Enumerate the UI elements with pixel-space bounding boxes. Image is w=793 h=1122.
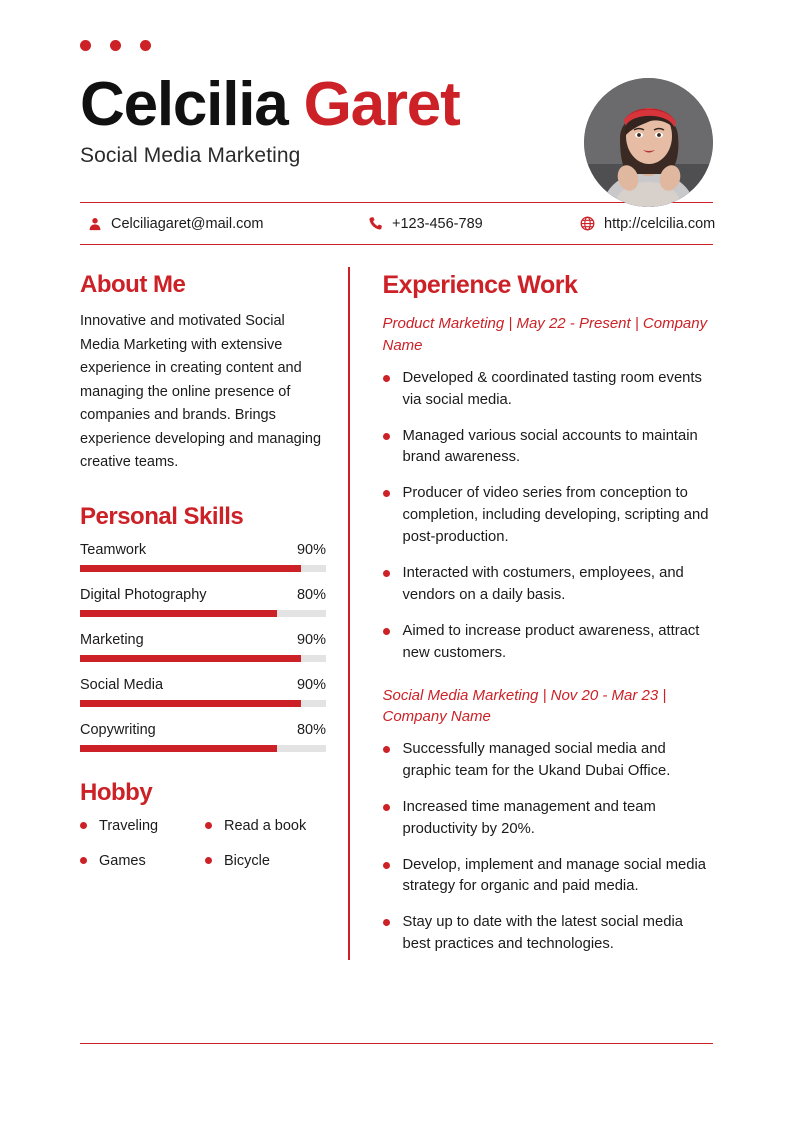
globe-icon	[580, 216, 595, 231]
contact-email-text: Celciliagaret@mail.com	[111, 215, 264, 232]
bullet-icon	[383, 375, 390, 382]
list-item	[383, 483, 714, 549]
dot-icon	[80, 40, 91, 51]
skill-bar-fill	[80, 610, 277, 617]
bullet-icon	[383, 804, 390, 811]
skill-item	[80, 632, 326, 662]
bullet-text: Developed & coordinated tasting room events via social media.	[402, 369, 702, 408]
skill-label: Digital Photography	[80, 586, 207, 603]
bullet-text: Stay up to date with the latest social media best practices and technologies.	[402, 914, 683, 953]
contact-email[interactable]	[80, 216, 352, 232]
bullet-icon	[383, 628, 390, 635]
about-text: Innovative and motivated Social Media Marketing with extensive experience in creating content and managing the online presence of companies and brands. Brings experience developing and managing creative teams.	[80, 313, 322, 471]
skill-bar-fill	[80, 745, 277, 752]
bullet-text: Successfully managed social media and graphic team for the Ukand Dubai Office.	[402, 741, 671, 779]
contact-bar	[80, 202, 716, 245]
list-item	[205, 818, 326, 834]
left-column	[80, 245, 348, 970]
skill-value: 80%	[296, 721, 326, 738]
bullet-text: Interacted with costumers, employees, and vendors on a daily basis.	[402, 564, 684, 603]
skill-value: 80%	[296, 586, 326, 603]
job-role: Social Media Marketing	[80, 144, 301, 168]
experience-bullets	[383, 368, 714, 665]
skill-label: Teamwork	[80, 541, 147, 558]
body-columns	[80, 245, 713, 970]
experience-entry	[383, 313, 714, 664]
list-item	[80, 853, 205, 869]
bullet-icon	[383, 433, 390, 440]
avatar-photo	[584, 78, 713, 207]
contact-website-text: http://celcilia.com	[604, 215, 716, 232]
bullet-text: Increased time management and team productivity by 20%.	[402, 798, 656, 837]
hobby-label: Read a book	[224, 817, 307, 834]
list-item	[383, 368, 714, 412]
skill-bar	[80, 565, 326, 572]
bullet-icon	[205, 822, 212, 829]
list-item	[80, 818, 205, 834]
list-item	[383, 797, 714, 841]
skill-bar	[80, 700, 326, 707]
avatar	[584, 78, 713, 207]
bullet-text: Aimed to increase product awareness, attract new customers.	[402, 622, 700, 661]
bullet-text: Producer of video series from conception to completion, including developing, scripting and post-production.	[402, 485, 709, 546]
contact-website[interactable]	[564, 216, 731, 232]
skill-label: Marketing	[80, 631, 144, 648]
skill-item	[80, 677, 326, 707]
bullet-icon	[80, 857, 87, 864]
skill-label: Copywriting	[80, 721, 156, 738]
hobby-label: Traveling	[99, 817, 159, 834]
list-item	[383, 739, 714, 783]
experience-entry	[383, 685, 714, 957]
right-column	[350, 245, 714, 970]
bullet-text: Develop, implement and manage social media strategy for organic and paid media.	[402, 856, 707, 895]
skill-value: 90%	[296, 676, 326, 693]
skills-title: Personal Skills	[80, 502, 244, 530]
footer-divider	[80, 1043, 713, 1045]
list-item	[383, 621, 714, 665]
skills-list	[80, 542, 326, 752]
list-item	[383, 563, 714, 607]
hobby-label: Bicycle	[224, 852, 270, 869]
contact-phone-text: +123-456-789	[392, 215, 483, 232]
skill-item	[80, 722, 326, 752]
bullet-icon	[383, 570, 390, 577]
bullet-icon	[383, 919, 390, 926]
about-title: About Me	[80, 271, 186, 299]
contact-phone[interactable]	[352, 216, 564, 232]
skill-bar-fill	[80, 700, 301, 707]
hobby-title: Hobby	[80, 778, 153, 806]
skill-bar	[80, 745, 326, 752]
person-icon	[88, 217, 102, 231]
list-item	[383, 912, 714, 956]
last-name: Garet	[303, 70, 460, 139]
header	[0, 0, 793, 168]
bullet-icon	[383, 862, 390, 869]
skill-bar-fill	[80, 565, 301, 572]
decorative-dots	[80, 40, 713, 51]
bullet-text: Managed various social accounts to maintain brand awareness.	[402, 427, 698, 466]
experience-bullets	[383, 739, 714, 956]
skill-bar	[80, 655, 326, 662]
dot-icon	[140, 40, 151, 51]
hobby-label: Games	[99, 852, 146, 869]
skill-label: Social Media	[80, 676, 164, 693]
experience-title: Experience Work	[382, 271, 578, 300]
bullet-icon	[383, 490, 390, 497]
list-item	[383, 855, 714, 899]
dot-icon	[110, 40, 121, 51]
skill-bar	[80, 610, 326, 617]
list-item	[383, 426, 714, 470]
experience-heading: Product Marketing | May 22 - Present | Company Name	[382, 315, 708, 354]
skill-item	[80, 542, 326, 572]
first-name: Celcilia	[80, 70, 288, 139]
bullet-icon	[205, 857, 212, 864]
skill-value: 90%	[296, 631, 326, 648]
experience-heading: Social Media Marketing | Nov 20 - Mar 23 | Company Name	[382, 686, 667, 726]
skill-bar-fill	[80, 655, 301, 662]
phone-icon	[368, 216, 383, 231]
list-item	[205, 853, 326, 869]
bullet-icon	[80, 822, 87, 829]
bullet-icon	[383, 746, 390, 753]
hobby-list	[80, 818, 326, 869]
skill-item	[80, 587, 326, 617]
skill-value: 90%	[296, 541, 326, 558]
